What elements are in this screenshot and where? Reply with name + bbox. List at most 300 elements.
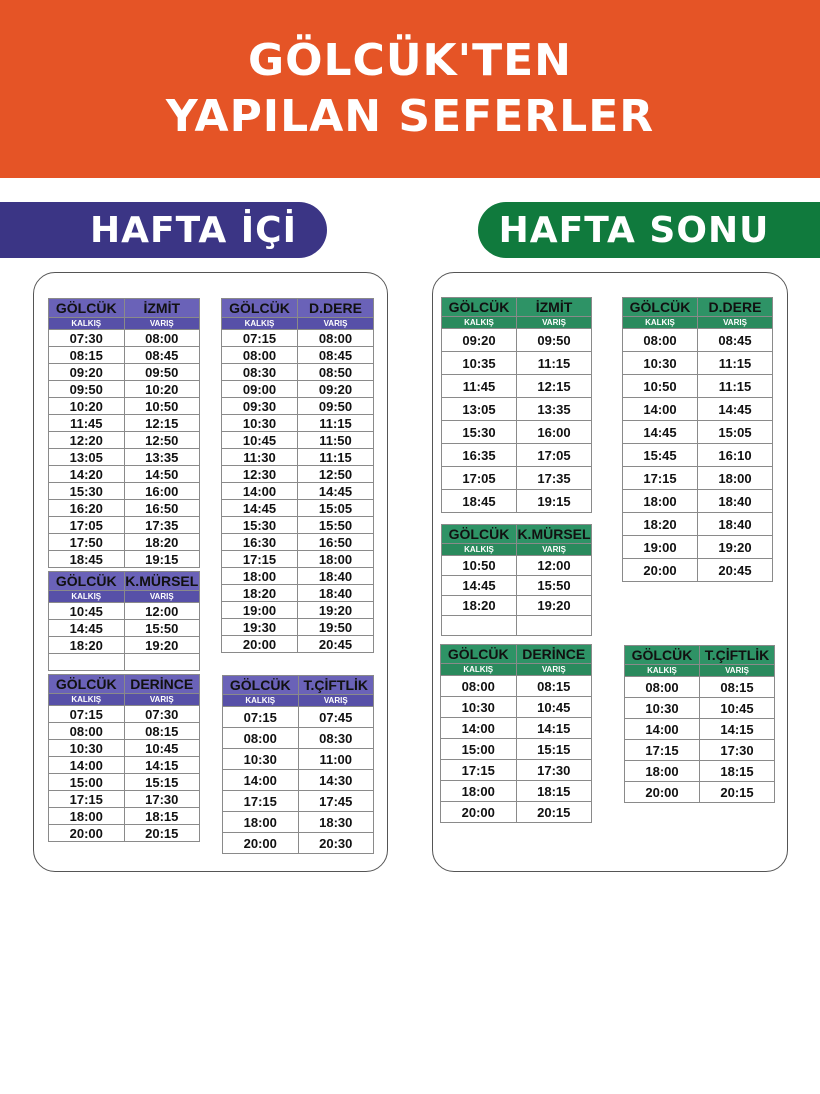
arrival-time: 10:45 [700, 698, 775, 719]
arrival-time: 15:50 [517, 576, 592, 596]
arrival-time: 19:20 [124, 637, 200, 654]
departure-label: KALKIŞ [222, 318, 298, 330]
departure-label: KALKIŞ [49, 694, 125, 706]
departure-time [442, 616, 517, 636]
departure-time: 17:15 [223, 791, 299, 812]
title-line-2: YAPILAN SEFERLER [165, 91, 655, 142]
schedule-row [222, 483, 374, 500]
schedule-row [623, 490, 773, 513]
arrival-time: 12:15 [517, 375, 592, 398]
arrival-time: 17:35 [517, 467, 592, 490]
schedule-row [49, 432, 200, 449]
schedule-row [442, 596, 592, 616]
schedule-row [222, 381, 374, 398]
arrival-time: 18:00 [298, 551, 374, 568]
arrival-time: 11:50 [298, 432, 374, 449]
arrival-time: 16:00 [124, 483, 200, 500]
departure-time: 07:15 [222, 330, 298, 347]
departure-time: 11:45 [442, 375, 517, 398]
origin-header: GÖLCÜK [223, 676, 299, 695]
departure-time: 10:30 [49, 740, 125, 757]
schedule-row [49, 364, 200, 381]
arrival-time: 19:15 [517, 490, 592, 513]
departure-time: 08:00 [623, 329, 698, 352]
schedule-row [49, 415, 200, 432]
arrival-time: 09:50 [124, 364, 200, 381]
schedule-row [222, 500, 374, 517]
schedule-row [441, 739, 592, 760]
arrival-time: 08:45 [298, 347, 374, 364]
arrival-time: 10:45 [124, 740, 200, 757]
arrival-time: 18:15 [124, 808, 200, 825]
arrival-time: 18:40 [698, 490, 773, 513]
schedule-row [625, 719, 775, 740]
schedule-row [222, 551, 374, 568]
departure-time: 10:45 [222, 432, 298, 449]
arrival-time: 20:15 [516, 802, 592, 823]
destination-header: İZMİT [124, 299, 200, 318]
arrival-time: 08:15 [124, 723, 200, 740]
departure-time: 11:30 [222, 449, 298, 466]
departure-time: 09:00 [222, 381, 298, 398]
arrival-time: 10:20 [124, 381, 200, 398]
departure-time: 19:00 [623, 536, 698, 559]
departure-time: 08:00 [223, 728, 299, 749]
schedule-row [442, 329, 592, 352]
arrival-time: 12:50 [298, 466, 374, 483]
departure-time: 14:45 [442, 576, 517, 596]
schedule-row [222, 585, 374, 602]
schedule-row [49, 603, 200, 620]
departure-time: 14:00 [223, 770, 299, 791]
arrival-time: 18:40 [298, 568, 374, 585]
title-banner [0, 0, 820, 178]
destination-header: İZMİT [517, 298, 592, 317]
arrival-time: 08:00 [124, 330, 200, 347]
origin-header: GÖLCÜK [623, 298, 698, 317]
departure-time: 10:50 [623, 375, 698, 398]
departure-time: 16:30 [222, 534, 298, 551]
departure-time: 18:45 [49, 551, 125, 568]
origin-header: GÖLCÜK [441, 645, 517, 664]
departure-time: 20:00 [441, 802, 517, 823]
arrival-label: VARIŞ [700, 665, 775, 677]
schedule-row [623, 513, 773, 536]
schedule-row [49, 706, 200, 723]
origin-header: GÖLCÜK [222, 299, 298, 318]
arrival-time: 15:05 [698, 421, 773, 444]
departure-label: KALKIŞ [442, 317, 517, 329]
schedule-row [49, 381, 200, 398]
weekend-kmursel-table [441, 524, 592, 636]
schedule-row [442, 375, 592, 398]
weekend-ddere-table [622, 297, 773, 582]
destination-header: K.MÜRSEL [517, 526, 591, 542]
departure-time: 08:00 [49, 723, 125, 740]
schedule-row [222, 398, 374, 415]
departure-time: 20:00 [49, 825, 125, 842]
schedule-row [623, 375, 773, 398]
schedule-row [223, 812, 374, 833]
arrival-label: VARIŞ [124, 318, 200, 330]
arrival-time: 12:15 [124, 415, 200, 432]
departure-time: 12:30 [222, 466, 298, 483]
departure-time: 08:00 [222, 347, 298, 364]
departure-time: 18:00 [49, 808, 125, 825]
schedule-row [441, 802, 592, 823]
arrival-time: 09:50 [298, 398, 374, 415]
schedule-row [625, 761, 775, 782]
departure-time: 14:00 [49, 757, 125, 774]
departure-time: 15:00 [49, 774, 125, 791]
departure-label: KALKIŞ [49, 591, 125, 603]
weekend-tciftlik-table [624, 645, 775, 803]
departure-time: 14:45 [49, 620, 125, 637]
schedule-row [49, 466, 200, 483]
departure-time: 13:05 [49, 449, 125, 466]
schedule-row [223, 770, 374, 791]
origin-header: GÖLCÜK [49, 572, 125, 591]
origin-header: GÖLCÜK [625, 646, 700, 665]
schedule-row [442, 444, 592, 467]
departure-time: 17:05 [442, 467, 517, 490]
departure-time: 16:20 [49, 500, 125, 517]
schedule-row [222, 415, 374, 432]
arrival-time: 20:15 [124, 825, 200, 842]
schedule-row [222, 432, 374, 449]
arrival-time: 12:00 [517, 556, 592, 576]
arrival-time: 19:20 [298, 602, 374, 619]
arrival-time: 17:45 [298, 791, 374, 812]
schedule-row [49, 500, 200, 517]
arrival-time: 12:00 [124, 603, 200, 620]
arrival-time: 19:15 [124, 551, 200, 568]
arrival-time: 15:15 [124, 774, 200, 791]
schedule-row [49, 723, 200, 740]
schedule-row [623, 421, 773, 444]
weekend-label-text: HAFTA SONU [498, 209, 770, 251]
schedule-row [441, 718, 592, 739]
schedule-row [623, 444, 773, 467]
schedule-row [442, 421, 592, 444]
arrival-label: VARIŞ [124, 591, 200, 603]
departure-label: KALKIŞ [623, 317, 698, 329]
departure-label: KALKIŞ [49, 318, 125, 330]
departure-time: 20:00 [623, 559, 698, 582]
arrival-time: 14:15 [700, 719, 775, 740]
schedule-row [625, 677, 775, 698]
arrival-time: 14:30 [298, 770, 374, 791]
departure-time: 15:30 [49, 483, 125, 500]
schedule-row [442, 398, 592, 421]
departure-time: 10:35 [442, 352, 517, 375]
departure-time: 15:30 [442, 421, 517, 444]
departure-time: 18:45 [442, 490, 517, 513]
arrival-time: 08:45 [124, 347, 200, 364]
schedule-row [442, 467, 592, 490]
departure-time: 07:15 [223, 707, 299, 728]
departure-time: 18:20 [222, 585, 298, 602]
arrival-time: 08:50 [298, 364, 374, 381]
departure-time: 10:30 [222, 415, 298, 432]
departure-time: 08:15 [49, 347, 125, 364]
schedule-row [442, 576, 592, 596]
schedule-row [222, 534, 374, 551]
schedule-row [222, 347, 374, 364]
arrival-time: 17:35 [124, 517, 200, 534]
arrival-time: 07:45 [298, 707, 374, 728]
weekday-izmit-table [48, 298, 200, 568]
schedule-row [222, 619, 374, 636]
arrival-time: 11:15 [298, 415, 374, 432]
departure-label: KALKIŞ [223, 695, 299, 707]
arrival-time: 14:50 [124, 466, 200, 483]
arrival-time: 17:30 [124, 791, 200, 808]
arrival-label: VARIŞ [516, 664, 592, 676]
weekday-ddere-table [221, 298, 374, 653]
destination-header: T.ÇİFTLİK [700, 646, 775, 665]
schedule-row [49, 620, 200, 637]
departure-label: KALKIŞ [625, 665, 700, 677]
arrival-time: 08:15 [516, 676, 592, 697]
departure-time: 18:20 [49, 637, 125, 654]
departure-time: 09:50 [49, 381, 125, 398]
schedule-row [223, 707, 374, 728]
schedule-row [223, 749, 374, 770]
departure-time: 15:30 [222, 517, 298, 534]
arrival-time: 11:15 [698, 375, 773, 398]
departure-time: 19:00 [222, 602, 298, 619]
departure-time: 14:00 [623, 398, 698, 421]
schedule-row [49, 551, 200, 568]
departure-time: 18:20 [442, 596, 517, 616]
schedule-row [222, 517, 374, 534]
schedule-row [49, 483, 200, 500]
departure-time: 11:45 [49, 415, 125, 432]
arrival-time: 10:50 [124, 398, 200, 415]
departure-time: 15:00 [441, 739, 517, 760]
origin-header: GÖLCÜK [49, 675, 125, 694]
schedule-row [222, 568, 374, 585]
schedule-row [441, 781, 592, 802]
arrival-time: 17:30 [700, 740, 775, 761]
arrival-time: 11:15 [517, 352, 592, 375]
departure-time: 10:50 [442, 556, 517, 576]
schedule-row [623, 536, 773, 559]
departure-time: 10:45 [49, 603, 125, 620]
schedule-row [49, 757, 200, 774]
weekend-derince-table [440, 644, 592, 823]
destination-header: T.ÇİFTLİK [298, 676, 374, 695]
arrival-time: 08:15 [700, 677, 775, 698]
arrival-label: VARIŞ [124, 694, 200, 706]
schedule-row [222, 364, 374, 381]
schedule-row [625, 698, 775, 719]
schedule-row [442, 490, 592, 513]
schedule-row [49, 740, 200, 757]
departure-time: 10:30 [625, 698, 700, 719]
arrival-time: 14:45 [298, 483, 374, 500]
departure-time: 08:00 [441, 676, 517, 697]
departure-time: 17:15 [222, 551, 298, 568]
departure-time: 08:00 [625, 677, 700, 698]
title-line-1: GÖLCÜK'TEN [247, 35, 573, 86]
schedule-row [222, 330, 374, 347]
arrival-time: 11:15 [298, 449, 374, 466]
schedule-row [223, 728, 374, 749]
arrival-time: 18:15 [516, 781, 592, 802]
departure-time: 10:30 [223, 749, 299, 770]
departure-time: 20:00 [625, 782, 700, 803]
departure-label: KALKIŞ [442, 544, 517, 556]
departure-time: 07:30 [49, 330, 125, 347]
weekend-section-label [478, 202, 820, 258]
origin-header: GÖLCÜK [49, 299, 125, 318]
departure-time: 10:30 [441, 697, 517, 718]
arrival-time [124, 654, 200, 671]
arrival-time: 08:45 [698, 329, 773, 352]
departure-time: 09:20 [49, 364, 125, 381]
origin-header: GÖLCÜK [442, 298, 517, 317]
arrival-time: 17:30 [516, 760, 592, 781]
arrival-time: 17:05 [517, 444, 592, 467]
arrival-time: 19:20 [698, 536, 773, 559]
arrival-time: 11:15 [698, 352, 773, 375]
schedule-row [49, 808, 200, 825]
arrival-time: 16:00 [517, 421, 592, 444]
departure-label: KALKIŞ [441, 664, 517, 676]
weekday-derince-table [48, 674, 200, 842]
schedule-row [49, 774, 200, 791]
arrival-time: 16:50 [298, 534, 374, 551]
departure-time: 18:00 [625, 761, 700, 782]
arrival-time: 18:00 [698, 467, 773, 490]
arrival-time: 15:05 [298, 500, 374, 517]
schedule-row [49, 517, 200, 534]
schedule-row [49, 449, 200, 466]
departure-time: 18:00 [223, 812, 299, 833]
arrival-time: 15:15 [516, 739, 592, 760]
departure-time: 14:00 [222, 483, 298, 500]
schedule-row [623, 559, 773, 582]
schedule-row [625, 782, 775, 803]
arrival-time: 15:50 [124, 620, 200, 637]
schedule-row [623, 329, 773, 352]
departure-time: 16:35 [442, 444, 517, 467]
departure-time: 14:45 [623, 421, 698, 444]
departure-time: 14:00 [625, 719, 700, 740]
departure-time: 17:05 [49, 517, 125, 534]
arrival-time: 18:15 [700, 761, 775, 782]
schedule-row [49, 654, 200, 671]
departure-time: 18:20 [623, 513, 698, 536]
arrival-time: 16:50 [124, 500, 200, 517]
arrival-time: 10:45 [516, 697, 592, 718]
destination-header: D.DERE [298, 299, 374, 318]
arrival-label: VARIŞ [298, 318, 374, 330]
schedule-row [222, 449, 374, 466]
departure-time: 18:00 [441, 781, 517, 802]
schedule-row [49, 398, 200, 415]
weekday-kmursel-table [48, 571, 200, 671]
arrival-time: 18:40 [698, 513, 773, 536]
departure-time: 10:30 [623, 352, 698, 375]
departure-time: 14:20 [49, 466, 125, 483]
schedule-row [623, 467, 773, 490]
departure-time: 15:45 [623, 444, 698, 467]
schedule-row [49, 637, 200, 654]
arrival-time: 14:45 [698, 398, 773, 421]
departure-time: 09:30 [222, 398, 298, 415]
schedule-row [222, 602, 374, 619]
arrival-time: 12:50 [124, 432, 200, 449]
departure-time: 20:00 [222, 636, 298, 653]
arrival-time: 07:30 [124, 706, 200, 723]
arrival-time: 09:20 [298, 381, 374, 398]
arrival-time: 20:30 [298, 833, 374, 854]
departure-time: 17:15 [625, 740, 700, 761]
departure-time: 10:20 [49, 398, 125, 415]
departure-time: 13:05 [442, 398, 517, 421]
arrival-time: 18:30 [298, 812, 374, 833]
arrival-time: 18:20 [124, 534, 200, 551]
schedule-row [442, 556, 592, 576]
departure-time: 17:15 [441, 760, 517, 781]
arrival-time: 15:50 [298, 517, 374, 534]
arrival-time: 13:35 [124, 449, 200, 466]
weekday-label-text: HAFTA İÇİ [90, 209, 297, 251]
schedule-row [623, 352, 773, 375]
arrival-label: VARIŞ [517, 544, 592, 556]
arrival-time [517, 616, 592, 636]
arrival-time: 14:15 [124, 757, 200, 774]
departure-time: 17:50 [49, 534, 125, 551]
schedule-row [625, 740, 775, 761]
departure-time: 14:00 [441, 718, 517, 739]
destination-header: DERİNCE [516, 645, 592, 664]
departure-time: 07:15 [49, 706, 125, 723]
departure-time: 17:15 [49, 791, 125, 808]
departure-time [49, 654, 125, 671]
schedule-row [441, 697, 592, 718]
arrival-time: 11:00 [298, 749, 374, 770]
destination-header: K.MÜRSEL [125, 573, 199, 589]
arrival-time: 08:30 [298, 728, 374, 749]
arrival-time: 20:45 [298, 636, 374, 653]
arrival-time: 13:35 [517, 398, 592, 421]
departure-time: 17:15 [623, 467, 698, 490]
departure-time: 14:45 [222, 500, 298, 517]
departure-time: 19:30 [222, 619, 298, 636]
schedule-row [222, 636, 374, 653]
schedule-row [49, 825, 200, 842]
arrival-label: VARIŞ [298, 695, 374, 707]
destination-header: DERİNCE [124, 675, 200, 694]
departure-time: 18:00 [623, 490, 698, 513]
departure-time: 18:00 [222, 568, 298, 585]
schedule-row [441, 760, 592, 781]
schedule-row [49, 347, 200, 364]
schedule-row [442, 352, 592, 375]
arrival-time: 16:10 [698, 444, 773, 467]
schedule-row [222, 466, 374, 483]
arrival-time: 14:15 [516, 718, 592, 739]
origin-header: GÖLCÜK [442, 525, 517, 544]
departure-time: 08:30 [222, 364, 298, 381]
arrival-time: 19:50 [298, 619, 374, 636]
arrival-time: 19:20 [517, 596, 592, 616]
weekday-section-label [0, 202, 327, 258]
